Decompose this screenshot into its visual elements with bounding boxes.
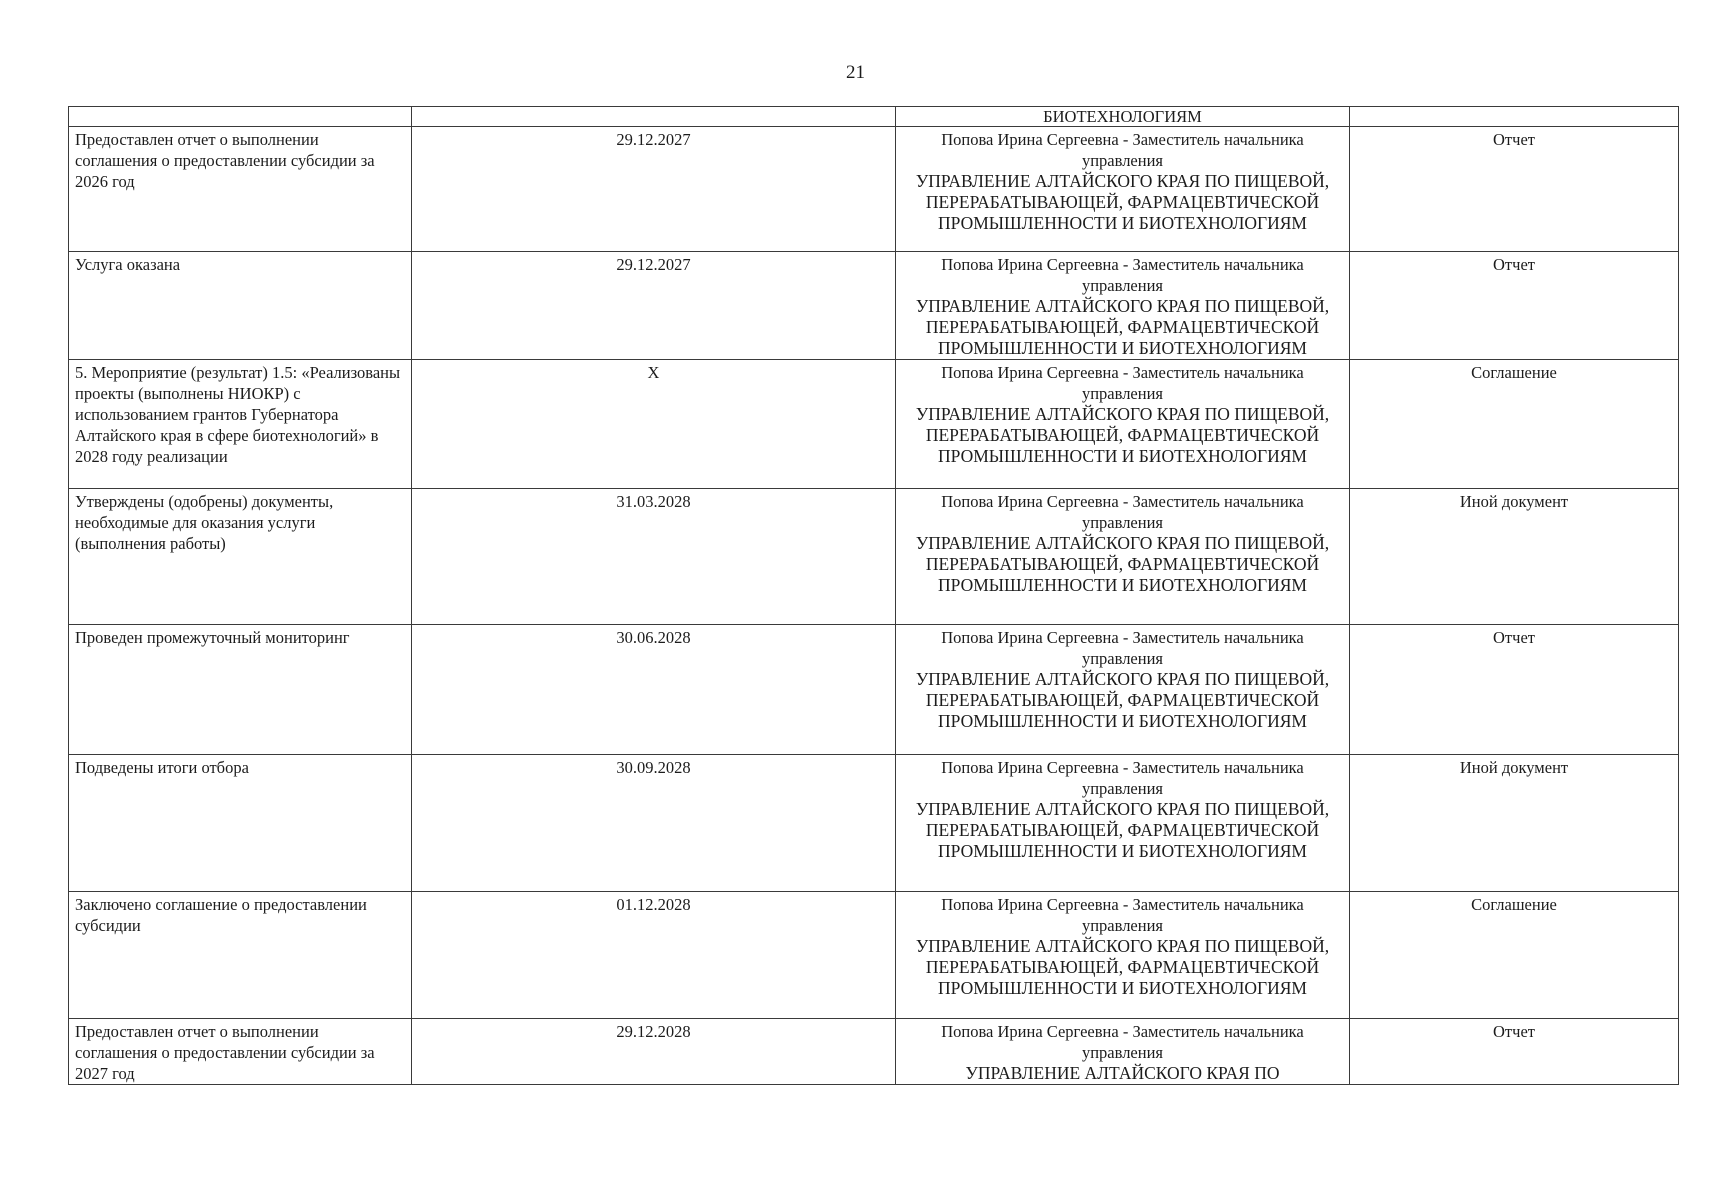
responsible-cell [896, 625, 1350, 755]
event-cell: Предоставлен отчет о выполнении соглашения о предоставлении субсидии за 2027 год [69, 1019, 412, 1085]
date-cell: 29.12.2028 [412, 1019, 896, 1085]
event-cell: Услуга оказана [69, 252, 412, 360]
document-type-cell: Отчет [1350, 1019, 1679, 1085]
responsible-person: Попова Ирина Сергеевна - Заместитель начальника управления [941, 130, 1304, 170]
responsible-department: УПРАВЛЕНИЕ АЛТАЙСКОГО КРАЯ ПО [965, 1063, 1280, 1083]
date-cell: 29.12.2027 [412, 127, 896, 252]
continuation-row [69, 107, 1679, 127]
control-points-table [68, 106, 1679, 1085]
responsible-department: УПРАВЛЕНИЕ АЛТАЙСКОГО КРАЯ ПО ПИЩЕВОЙ, ПЕРЕРАБАТЫВАЮЩЕЙ, ФАРМАЦЕВТИЧЕСКОЙ ПРОМЫШЛЕННОСТИ И БИОТЕХНОЛОГИЯМ [915, 171, 1330, 233]
responsible-department: УПРАВЛЕНИЕ АЛТАЙСКОГО КРАЯ ПО ПИЩЕВОЙ, ПЕРЕРАБАТЫВАЮЩЕЙ, ФАРМАЦЕВТИЧЕСКОЙ ПРОМЫШЛЕННОСТИ И БИОТЕХНОЛОГИЯМ [915, 799, 1330, 861]
table-row [69, 625, 1679, 755]
date-cell: 01.12.2028 [412, 892, 896, 1019]
document-type-cell: Иной документ [1350, 489, 1679, 625]
responsible-cell [896, 252, 1350, 360]
responsible-department: УПРАВЛЕНИЕ АЛТАЙСКОГО КРАЯ ПО ПИЩЕВОЙ, ПЕРЕРАБАТЫВАЮЩЕЙ, ФАРМАЦЕВТИЧЕСКОЙ ПРОМЫШЛЕННОСТИ И БИОТЕХНОЛОГИЯМ [915, 404, 1330, 466]
date-cell: 29.12.2027 [412, 252, 896, 360]
date-cell [412, 107, 896, 127]
responsible-department: БИОТЕХНОЛОГИЯМ [1043, 107, 1202, 126]
event-cell: Проведен промежуточный мониторинг [69, 625, 412, 755]
document-type-cell: Отчет [1350, 252, 1679, 360]
event-cell: Предоставлен отчет о выполнении соглашения о предоставлении субсидии за 2026 год [69, 127, 412, 252]
event-cell: 5. Мероприятие (результат) 1.5: «Реализованы проекты (выполнены НИОКР) с использованием грантов Губернатора Алтайского края в сфере биотехнологий» в 2028 году реализации [69, 360, 412, 489]
responsible-person: Попова Ирина Сергеевна - Заместитель начальника управления [941, 758, 1304, 798]
date-cell: 31.03.2028 [412, 489, 896, 625]
responsible-cell [896, 107, 1350, 127]
table-row [69, 360, 1679, 489]
table-row [69, 1019, 1679, 1085]
event-cell: Утверждены (одобрены) документы, необходимые для оказания услуги (выполнения работы) [69, 489, 412, 625]
page-number: 21 [846, 62, 865, 83]
responsible-person: Попова Ирина Сергеевна - Заместитель начальника управления [941, 628, 1304, 668]
document-type-cell [1350, 107, 1679, 127]
date-cell: 30.06.2028 [412, 625, 896, 755]
responsible-department: УПРАВЛЕНИЕ АЛТАЙСКОГО КРАЯ ПО ПИЩЕВОЙ, ПЕРЕРАБАТЫВАЮЩЕЙ, ФАРМАЦЕВТИЧЕСКОЙ ПРОМЫШЛЕННОСТИ И БИОТЕХНОЛОГИЯМ [915, 936, 1330, 998]
document-type-cell: Иной документ [1350, 755, 1679, 892]
event-cell [69, 107, 412, 127]
document-type-cell: Соглашение [1350, 892, 1679, 1019]
event-cell: Подведены итоги отбора [69, 755, 412, 892]
responsible-cell [896, 1019, 1350, 1085]
table-row [69, 489, 1679, 625]
table-row [69, 127, 1679, 252]
document-type-cell: Соглашение [1350, 360, 1679, 489]
table-row [69, 892, 1679, 1019]
responsible-person: Попова Ирина Сергеевна - Заместитель начальника управления [941, 1022, 1304, 1062]
responsible-cell [896, 360, 1350, 489]
responsible-department: УПРАВЛЕНИЕ АЛТАЙСКОГО КРАЯ ПО ПИЩЕВОЙ, ПЕРЕРАБАТЫВАЮЩЕЙ, ФАРМАЦЕВТИЧЕСКОЙ ПРОМЫШЛЕННОСТИ И БИОТЕХНОЛОГИЯМ [915, 533, 1330, 595]
document-type-cell: Отчет [1350, 127, 1679, 252]
document-type-cell: Отчет [1350, 625, 1679, 755]
date-cell: Х [412, 360, 896, 489]
table-row [69, 755, 1679, 892]
responsible-department: УПРАВЛЕНИЕ АЛТАЙСКОГО КРАЯ ПО ПИЩЕВОЙ, ПЕРЕРАБАТЫВАЮЩЕЙ, ФАРМАЦЕВТИЧЕСКОЙ ПРОМЫШЛЕННОСТИ И БИОТЕХНОЛОГИЯМ [915, 669, 1330, 731]
responsible-person: Попова Ирина Сергеевна - Заместитель начальника управления [941, 363, 1304, 403]
date-cell: 30.09.2028 [412, 755, 896, 892]
responsible-cell [896, 892, 1350, 1019]
event-cell: Заключено соглашение о предоставлении субсидии [69, 892, 412, 1019]
responsible-cell [896, 127, 1350, 252]
responsible-department: УПРАВЛЕНИЕ АЛТАЙСКОГО КРАЯ ПО ПИЩЕВОЙ, ПЕРЕРАБАТЫВАЮЩЕЙ, ФАРМАЦЕВТИЧЕСКОЙ ПРОМЫШЛЕННОСТИ И БИОТЕХНОЛОГИЯМ [915, 296, 1330, 358]
responsible-person: Попова Ирина Сергеевна - Заместитель начальника управления [941, 492, 1304, 532]
responsible-cell [896, 755, 1350, 892]
responsible-cell [896, 489, 1350, 625]
responsible-person: Попова Ирина Сергеевна - Заместитель начальника управления [941, 255, 1304, 295]
table-row [69, 252, 1679, 360]
responsible-person: Попова Ирина Сергеевна - Заместитель начальника управления [941, 895, 1304, 935]
